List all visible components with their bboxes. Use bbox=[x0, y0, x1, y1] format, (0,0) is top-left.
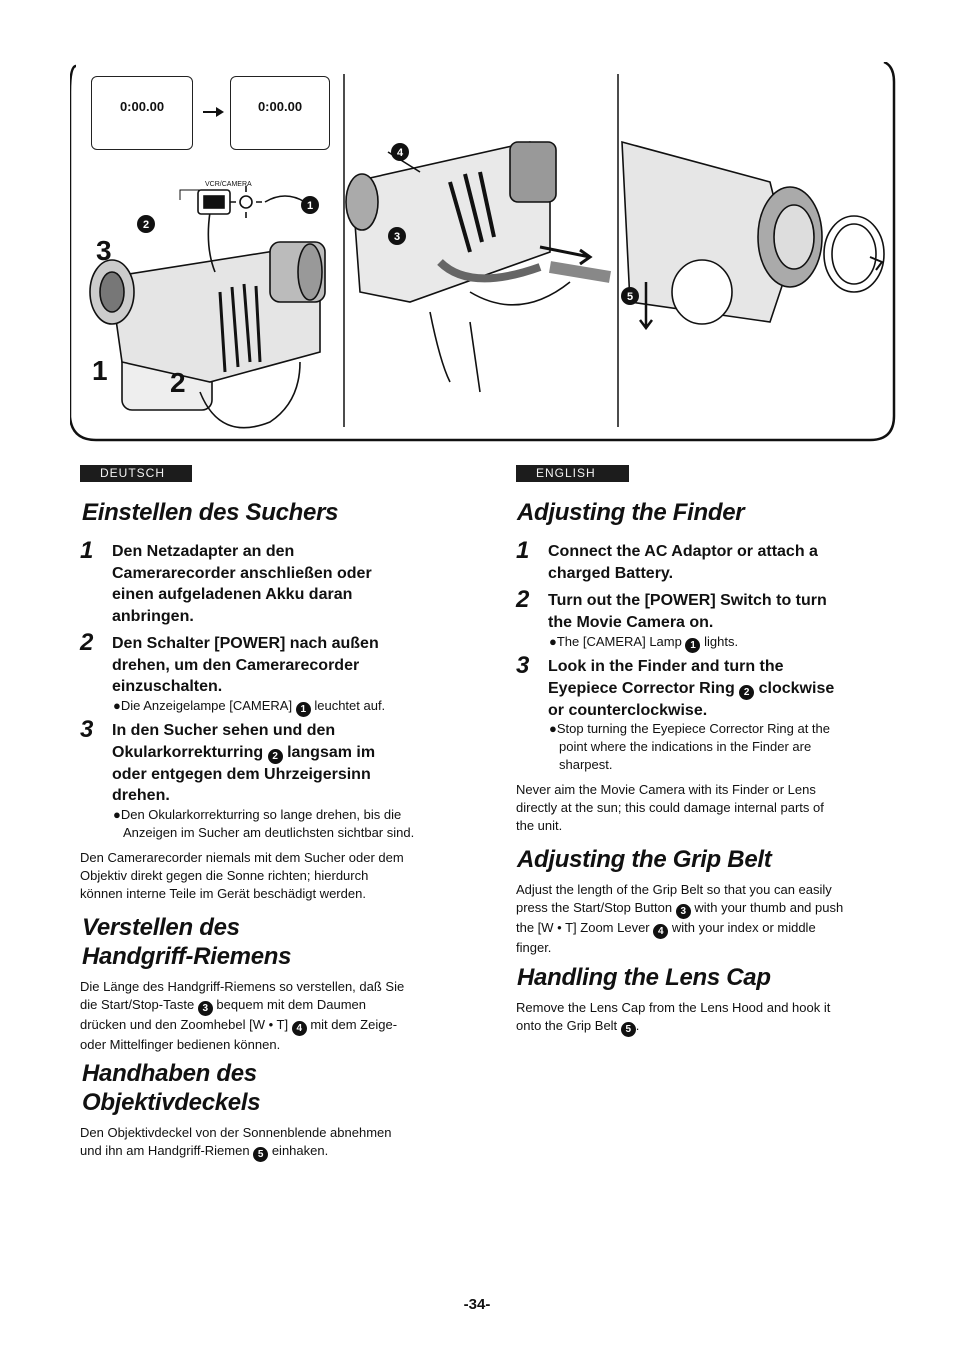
heading-einstellen-des-suchers: Einstellen des Suchers bbox=[82, 499, 339, 526]
circled-1-icon: 1 bbox=[685, 638, 700, 653]
heading-verstellen-handgriff: Verstellen des Handgriff-Riemens bbox=[82, 914, 292, 970]
camcorder-drawing-3 bbox=[622, 142, 884, 328]
en-warning: Never aim the Movie Camera with its Finder or Lens directly at the sun; this could damage internal parts of the unit. bbox=[516, 782, 824, 833]
fig-step-2: 2 bbox=[170, 367, 186, 398]
circled-1-icon: 1 bbox=[296, 702, 311, 717]
language-badge-english: ENGLISH bbox=[516, 465, 629, 482]
svg-text:4: 4 bbox=[396, 147, 404, 159]
camcorder-drawing-2 bbox=[346, 142, 610, 392]
heading-handhaben-objektivdeckels: Handhaben des Objektivdeckels bbox=[82, 1060, 261, 1116]
instruction-illustration bbox=[70, 62, 896, 442]
circled-5-icon: 5 bbox=[621, 1022, 636, 1037]
fig-step-3: 3 bbox=[96, 235, 112, 266]
lcd-display-before: 0:00.00 bbox=[91, 76, 193, 150]
svg-text:5: 5 bbox=[626, 291, 634, 303]
callout-4 bbox=[391, 143, 409, 161]
illustration-frame bbox=[70, 62, 896, 442]
de-cap-text: Den Objektivdeckel von der Sonnenblende abnehmen und ihn am Handgriff-Riemen 5 einhaken. bbox=[80, 1125, 392, 1160]
lcd-display-after: 0:00.00 bbox=[230, 76, 330, 150]
heading-adjusting-grip-belt: Adjusting the Grip Belt bbox=[517, 846, 772, 873]
heading-handling-lens-cap: Handling the Lens Cap bbox=[517, 964, 771, 991]
svg-text:3: 3 bbox=[393, 231, 401, 243]
circled-2-icon: 2 bbox=[268, 749, 283, 764]
page-number: -34- bbox=[463, 1296, 491, 1313]
callout-2 bbox=[137, 215, 155, 233]
circled-3-icon: 3 bbox=[676, 904, 691, 919]
en-step-2-note: ●The [CAMERA] Lamp 1 lights. bbox=[549, 634, 739, 651]
callout-1 bbox=[301, 196, 319, 214]
de-grip-text: Die Länge des Handgriff-Riemens so verstellen, daß Sie die Start/Stop-Taste 3 bequem mit dem Daumen drücken und den Zoomhebel [W • T] 4 mit dem Zeige- oder Mittelfinger bedienen können. bbox=[80, 979, 405, 1052]
de-step-3-note: ●Den Okularkorrekturring so lange drehen, bis die Anzeigen im Sucher am deutlichsten sichtbar sind. bbox=[113, 807, 415, 840]
heading-adjusting-the-finder: Adjusting the Finder bbox=[517, 499, 745, 526]
svg-text:1: 1 bbox=[306, 200, 314, 212]
en-cap-text: Remove the Lens Cap from the Lens Hood and hook it onto the Grip Belt 5 . bbox=[516, 1000, 831, 1035]
en-grip-text: Adjust the length of the Grip Belt so that you can easily press the Start/Stop Button 3 with your thumb and push the [W • T] Zoom Lever 4 with your index or middle finger. bbox=[516, 882, 844, 955]
circled-3-icon: 3 bbox=[198, 1001, 213, 1016]
switch-label: VCR/CAMERA bbox=[205, 181, 252, 188]
camcorder-drawing-1 bbox=[90, 186, 325, 428]
circled-4-icon: 4 bbox=[653, 924, 668, 939]
language-badge-deutsch: DEUTSCH bbox=[80, 465, 192, 482]
svg-text:2: 2 bbox=[142, 219, 150, 231]
circled-4-icon: 4 bbox=[292, 1021, 307, 1036]
fig-step-1: 1 bbox=[92, 355, 108, 386]
de-warning: Den Camerarecorder niemals mit dem Sucher oder dem Objektiv direkt gegen die Sonne richten; hierdurch können interne Teile im Gerät beschädigt werden. bbox=[80, 850, 404, 901]
circled-2-icon: 2 bbox=[739, 685, 754, 700]
callout-5 bbox=[621, 287, 639, 305]
callout-3 bbox=[388, 227, 406, 245]
circled-5-icon: 5 bbox=[253, 1147, 268, 1162]
de-step-2-note: ●Die Anzeigelampe [CAMERA] 1 leuchtet auf. bbox=[113, 698, 386, 715]
en-step-3-note: ●Stop turning the Eyepiece Corrector Ring at the point where the indications in the Finder are sharpest. bbox=[549, 721, 831, 772]
